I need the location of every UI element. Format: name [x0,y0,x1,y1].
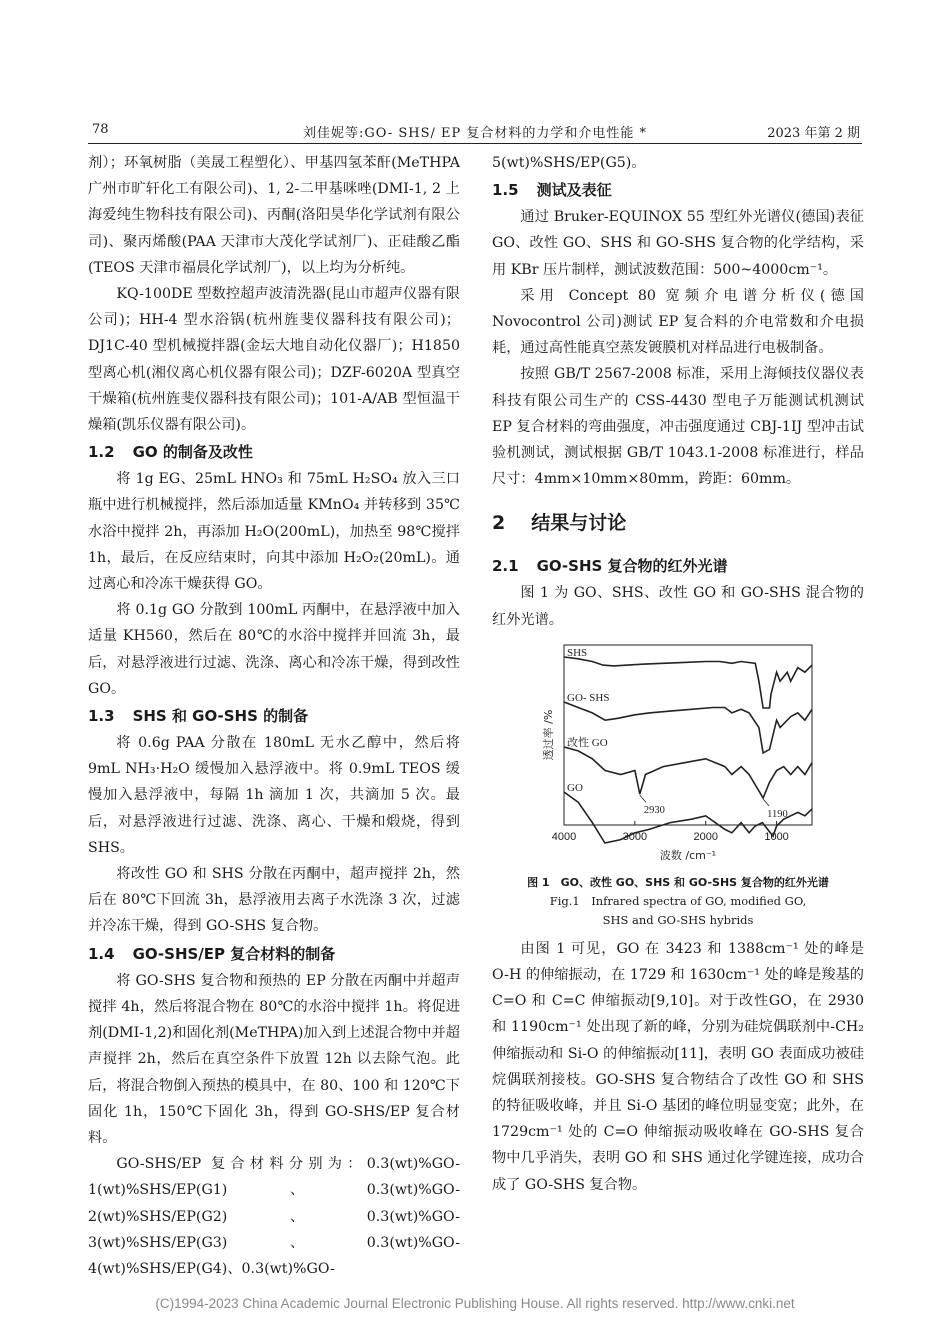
peak-annotation: 1190 [767,808,788,820]
y-axis-label: 透过率 /% [542,709,555,761]
paragraph-materials: 剂）；环氧树脂（美晟工程塑化）、甲基四氢苯酐(MeTHPA 广州市旷轩化工有限公司)、1, 2-二甲基咪唑(DMI-1, 2 上海爱纯生物科技有限公司)、丙酮(洛阳昊华化学试剂有限公司)、聚丙烯酸(PAA 天津市大茂化学试剂厂)、正硅酸乙酯(TEOS 天津市福晨化学试剂厂)，以上均为分析纯。 [88,155,460,276]
section-title: GO 的制备及改性 [132,443,253,462]
section-number: 1.5 [492,181,519,200]
paragraph-go-mod: 将 0.1g GO 分散到 100mL 丙酮中，在悬浮液中加入适量 KH560，然后在 80℃的水浴中搅拌并回流 3h，最后，对悬浮液进行过滤、洗涤、离心和冷冻干燥，得到改性 GO。 [88,602,460,697]
paragraph-dielectric-method: 采用 Concept 80 宽频介电谱分析仪(德国 Novocontrol 公司)测试 EP 复合料的介电常数和介电损耗，通过高性能真空蒸发镀膜机对样品进行电极制备。 [492,287,864,357]
header-rule [88,143,862,144]
paragraph-ir-method: 通过 Bruker-EQUINOX 55 型红外光谱仪(德国)表征 GO、改性 GO、SHS 和 GO-SHS 复合物的化学结构，采用 KBr 压片制样，测试波数范围：500~4000cm⁻¹。 [492,209,864,278]
section-title: GO-SHS 复合物的红外光谱 [536,557,728,576]
section-1-2-heading [88,438,460,466]
series-label: GO- SHS [567,691,610,704]
paragraph-fig-intro: 图 1 为 GO、SHS、改性 GO 和 GO-SHS 混合物的红外光谱。 [492,585,864,628]
paragraph-composite-list: GO-SHS/EP 复合材料分别为：0.3(wt)%GO-1(wt)%SHS/EP(G1)、0.3(wt)%GO-2(wt)%SHS/EP(G2)、0.3(wt)%GO-3(wt)%SHS/EP(G3)、0.3(wt)%GO-4(wt)%SHS/EP(G4)、0.3(wt)%GO- [88,1156,460,1277]
caption-chinese: 图 1 GO、改性 GO、SHS 和 GO-SHS 复合物的红外光谱 [527,875,829,889]
paragraph-mechanical-method: 按照 GB/T 2567-2008 标准，采用上海倾技仪器仪表科技有限公司生产的 CSS-4430 型电子万能测试机测试 EP 复合材料的弯曲强度，冲击强度通过 CBJ-1IJ 型冲击试验机测试，测试根据 GB/T 1043.1-2008 标准进行，样品尺寸：4mm×10mm×80mm，跨距：60mm。 [492,366,864,488]
plot-frame [564,645,812,825]
x-tick-label: 2000 [693,830,718,843]
paragraph-shs-prep: 将 0.6g PAA 分散在 180mL 无水乙醇中，然后将 9mL NH₃·H₂O 缓慢加入悬浮液中。将 0.9mL TEOS 缓慢加入悬浮液中，每隔 1h 滴加 1 次，共滴加 5 次。最后，对悬浮液进行过滤、洗涤、离心、干燥和煅烧，得到 SHS。 [88,735,460,856]
x-axis-label: 波数 /cm⁻¹ [659,848,717,862]
paragraph-composite-list-cont: 5(wt)%SHS/EP(G5)。 [492,155,646,171]
annotation-pointer [640,795,646,802]
paragraph-go-prep: 将 1g EG、25mL HNO₃ 和 75mL H₂SO₄ 放入三口瓶中进行机械搅拌，然后添加适量 KMnO₄ 并转移到 35℃水浴中搅拌 2h，再添加 H₂O(200mL)，加热至 98℃搅拌 1h，最后，在反应结束时，向其中添加 H₂O₂(20mL)。通过离心和冷冻干燥获得 GO。 [88,471,460,593]
section-number: 1.3 [88,707,115,726]
series-label: 改性 GO [567,736,608,749]
ir-spectra-chart [492,639,864,867]
paragraph-ir-discussion: 由图 1 可见，GO 在 3423 和 1388cm⁻¹ 处的峰是 O-H 的伸缩振动，在 1729 和 1630cm⁻¹ 处的峰是羧基的 C=O 和 C=C 伸缩振动[9,10]。对于改性GO，在 2930 和 1190cm⁻¹ 处出现了新的峰，分别为硅烷偶联剂中-CH₂ 伸缩振动和 Si-O 的伸缩振动[11]，表明 GO 表面成功被硅烷偶联剂接枝。GO-SHS 复合物结合了改性 GO 和 SHS 的特征吸收峰，并且 Si-O 基团的峰位明显变宽；此外，在 1729cm⁻¹ 处的 C=O 伸缩振动吸收峰在 GO-SHS 复合物中几乎消失，表明 GO 和 SHS 通过化学键连接，成功合成了 GO-SHS 复合物。 [492,940,864,1193]
section-2-heading [492,508,864,538]
section-number: 1.2 [88,443,115,462]
caption-english-line-2: SHS and GO-SHS hybrids [602,912,754,927]
page-number: 78 [92,122,109,137]
x-tick-label: 3000 [622,830,648,843]
series-label: SHS [567,646,588,659]
section-title: GO-SHS/EP 复合材料的制备 [132,944,336,963]
x-tick-label: 1000 [764,830,789,843]
peak-annotation: 2930 [643,804,665,816]
figure-caption [492,873,864,930]
paragraph-goshs-prep: 将改性 GO 和 SHS 分散在丙酮中，超声搅拌 2h，然后在 80℃下回流 3h，悬浮液用去离子水洗涤 3 次，过滤并冷冻干燥，得到 GO-SHS 复合物。 [88,866,460,935]
section-1-5-heading [492,176,864,204]
ir-spectra-figure [492,639,864,867]
section-title: 结果与讨论 [531,512,627,535]
running-title: 刘佳妮等:GO- SHS/ EP 复合材料的力学和介电性能 * [302,126,648,141]
section-1-3-heading [88,702,460,730]
annotation-pointer [763,799,769,806]
series-label: GO [567,781,583,794]
section-number: 2 [492,512,506,535]
copyright-footer: (C)1994-2023 China Academic Journal Electronic Publishing House. All rights reserved. http://www.cnki.net [155,1296,795,1311]
section-number: 1.4 [88,944,115,963]
right-column [492,150,864,1198]
caption-english-line-1: Fig.1 Infrared spectra of GO, modified GO, [549,893,807,908]
section-title: SHS 和 GO-SHS 的制备 [132,707,309,726]
section-number: 2.1 [492,557,519,576]
section-title: 测试及表征 [536,181,612,200]
series-line-3 [564,747,812,798]
section-2-1-heading [492,552,864,580]
issue-label: 2023 年第 2 期 [767,126,860,141]
x-tick-label: 4000 [551,830,577,843]
paragraph-composite-prep: 将 GO-SHS 复合物和预热的 EP 分散在丙酮中并超声搅拌 4h，然后将混合物在 80℃的水浴中搅拌 1h。将促进剂(DMI-1,2)和固化剂(MeTHPA)加入到上述混合物中并超声搅拌 2h，然后在真空条件下放置 12h 以去除气泡。此后，将混合物倒入预热的模具中，在 80、100 和 120℃下固化 1h，150℃下固化 3h，得到 GO-SHS/EP 复合材料。 [88,972,460,1146]
left-column [88,150,460,1282]
section-1-4-heading [88,940,460,968]
paragraph-equipment: KQ-100DE 型数控超声波清洗器(昆山市超声仪器有限公司)；HH-4 型水浴锅(杭州旌斐仪器科技有限公司)；DJ1C-40 型机械搅拌器(金坛大地自动化仪器厂)；H1850 型离心机(湘仪离心机仪器有限公司)；DZF-6020A 型真空干燥箱(杭州旌斐仪器科技有限公司)；101-A/AB 型恒温干燥箱(凯乐仪器有限公司)。 [88,286,460,434]
